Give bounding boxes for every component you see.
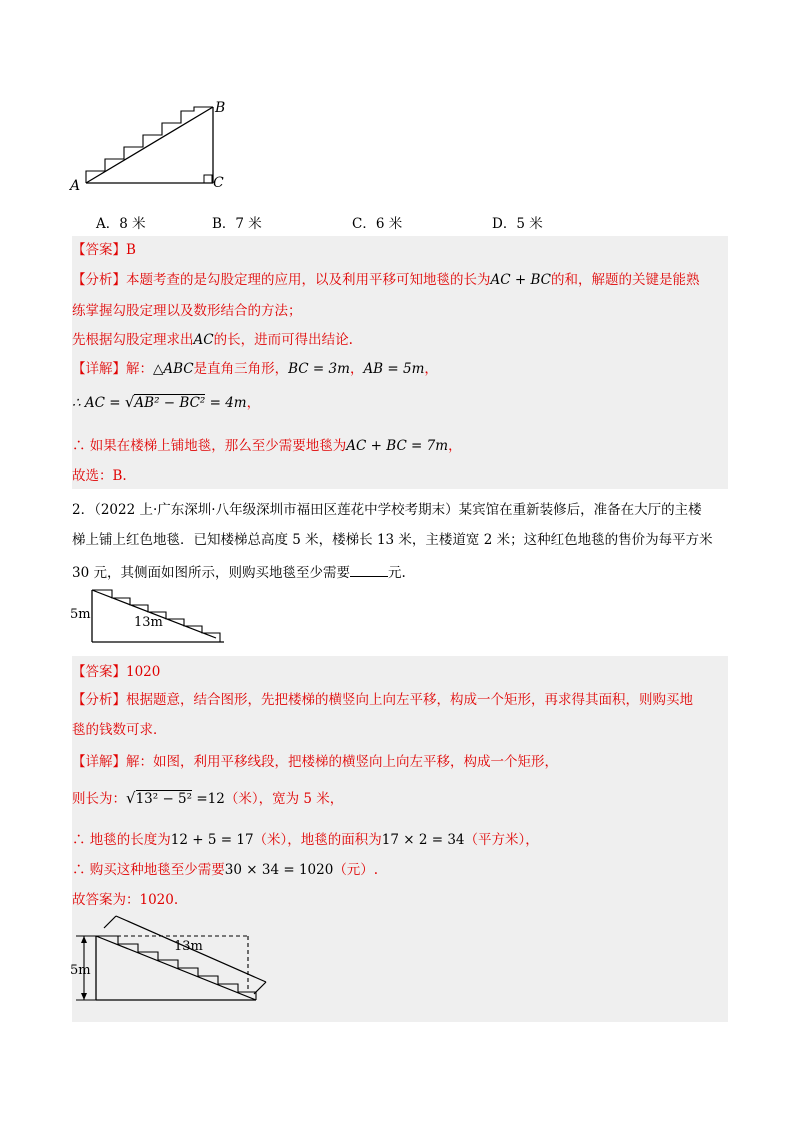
- q2-answer: 【答案】1020: [72, 664, 161, 680]
- q2-detail-line3: ∴ 地毯的长度为12 + 5 = 17（米），地毯的面积为17 × 2 = 34（平方米），: [72, 832, 539, 848]
- option-a: A．8 米: [96, 216, 146, 232]
- q2-line3: 30 元，其侧面如图所示，则购买地毯至少需要 元.: [72, 562, 406, 583]
- option-c: C．6 米: [352, 216, 403, 232]
- q2-line1: 2．（2022 上·广东深圳·八年级深圳市福田区莲花中学校考期末）某宾馆在重新装修后，准备在大厅的主楼: [72, 502, 702, 518]
- q2-final: 故答案为：1020.: [72, 892, 179, 908]
- q1-analysis-line3: 先根据勾股定理求出AC的长，进而可得出结论.: [72, 332, 353, 348]
- label-b: B: [215, 100, 226, 116]
- q1-choose: 故选：B.: [72, 468, 127, 484]
- q2-detail-line4: ∴ 购买这种地毯至少需要30 × 34 = 1020（元）.: [72, 862, 379, 878]
- q1-analysis-line1: 【分析】本题考查的是勾股定理的应用，以及利用平移可知地毯的长为AC + BC的和，解题的关键是能熟: [72, 272, 700, 288]
- figure-staircase-abc: [64, 96, 234, 196]
- q2-fig-height: 5m: [70, 607, 91, 622]
- q2-line2: 梯上铺上红色地毯．已知楼梯总高度 5 米，楼梯长 13 米，主楼道宽 2 米；这种红色地毯的售价为每平方米: [72, 532, 713, 548]
- option-d: D．5 米: [492, 216, 543, 232]
- q1-detail-line3: ∴ 如果在楼梯上铺地毯，那么至少需要地毯为AC + BC = 7m，: [72, 438, 462, 454]
- q2-sol-fig-length: 13m: [174, 939, 203, 954]
- q2-sol-fig-height: 5m: [70, 963, 91, 978]
- q1-detail-line1: 【详解】解：△ABC是直角三角形，BC = 3m，AB = 5m，: [72, 361, 438, 377]
- q2-fig-length: 13m: [134, 615, 163, 630]
- q1-detail-line2: ∴ AC = √AB² − BC² = 4m，: [72, 393, 261, 411]
- label-c: C: [213, 175, 224, 191]
- q1-answer: 【答案】B: [72, 242, 136, 258]
- q2-detail-line2: 则长为：√13² − 5² =12（米），宽为 5 米，: [72, 789, 344, 807]
- figure-staircase-side: [70, 586, 230, 646]
- answer-blank: [350, 562, 388, 577]
- option-b: B．7 米: [212, 216, 262, 232]
- figure-translated-rectangle: [70, 914, 280, 1006]
- q2-detail-line1: 【详解】解：如图，利用平移线段，把楼梯的横竖向上向左平移，构成一个矩形，: [72, 754, 558, 770]
- q2-analysis-line2: 毯的钱数可求．: [72, 722, 167, 738]
- label-a: A: [70, 178, 81, 194]
- q2-analysis-line1: 【分析】根据题意，结合图形，先把楼梯的横竖向上向左平移，构成一个矩形，再求得其面积，则购买地: [72, 692, 693, 708]
- q1-analysis-line2: 练掌握勾股定理以及数形结合的方法；: [72, 303, 302, 319]
